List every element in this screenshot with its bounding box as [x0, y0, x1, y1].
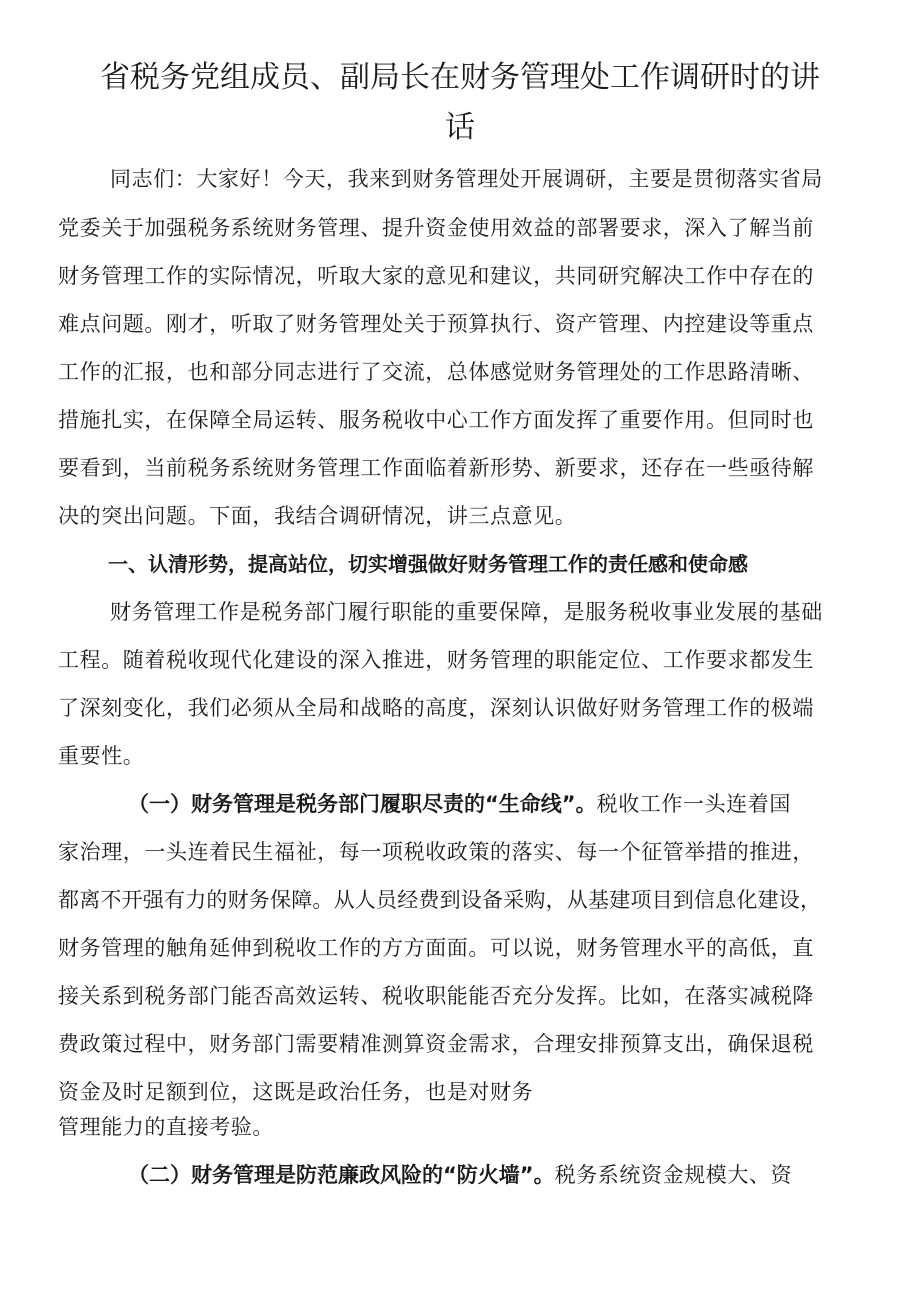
subpoint-2-heading: （二）财务管理是防范廉政风险的“防火墙”。 — [128, 1163, 555, 1187]
subpoint-2-text: 税务系统资金规模大、资 — [554, 1163, 793, 1187]
subpoint-1-line: 家治理，一头连着民生福祉，每一项税收政策的落实、每一个征管举措的推进， — [58, 840, 814, 864]
subpoint-1-line: 都离不开强有力的财务保障。从人员经费到设备采购，从基建项目到信息化建设， — [58, 888, 822, 912]
document-title-line-1: 省税务党组成员、副局长在财务管理处工作调研时的讲 — [100, 60, 820, 95]
section1-line: 工程。随着税收现代化建设的深入推进，财务管理的职能定位、工作要求都发生 — [58, 648, 814, 672]
subpoint-1-line: 接关系到税务部门能否高效运转、税收职能能否充分发挥。比如，在落实减税降 — [58, 984, 814, 1008]
intro-line: 难点问题。刚才，听取了财务管理处关于预算执行、资产管理、内控建设等重点 — [58, 312, 814, 336]
section1-line: 重要性。 — [58, 744, 145, 768]
document-title-line-2: 话 — [445, 110, 475, 145]
section1-line: 了深刻变化，我们必须从全局和战略的高度，深刻认识做好财务管理工作的极端 — [58, 696, 814, 720]
intro-line: 措施扎实，在保障全局运转、服务税收中心工作方面发挥了重要作用。但同时也 — [58, 408, 814, 432]
intro-line: 财务管理工作的实际情况，听取大家的意见和建议，共同研究解决工作中存在的 — [58, 264, 814, 288]
intro-line: 党委关于加强税务系统财务管理、提升资金使用效益的部署要求，深入了解当前 — [58, 216, 814, 240]
subpoint-1-first-line — [128, 789, 791, 819]
intro-line: 同志们：大家好！今天，我来到财务管理处开展调研，主要是贯彻落实省局 — [110, 167, 823, 191]
subpoint-1-line: 费政策过程中，财务部门需要精准测算资金需求，合理安排预算支出，确保退税 — [58, 1032, 814, 1056]
intro-line: 要看到，当前税务系统财务管理工作面临着新形势、新要求，还存在一些亟待解 — [58, 456, 814, 480]
section-heading-1: 一、认清形势，提高站位，切实增强做好财务管理工作的责任感和使命感 — [108, 552, 748, 576]
subpoint-1-line: 管理能力的直接考验。 — [58, 1115, 274, 1139]
subpoint-1-line: 资金及时足额到位，这既是政治任务，也是对财务 — [58, 1080, 534, 1104]
subpoint-1-text: 税收工作一头连着国 — [596, 792, 792, 816]
subpoint-1-line: 财务管理的触角延伸到税收工作的方方面面。可以说，财务管理水平的高低，直 — [58, 936, 814, 960]
intro-line: 决的突出问题。下面，我结合调研情况，讲三点意见。 — [58, 504, 577, 528]
section1-line: 财务管理工作是税务部门履行职能的重要保障，是服务税收事业发展的基础 — [110, 600, 823, 624]
subpoint-2-first-line — [128, 1160, 792, 1190]
subpoint-1-heading: （一）财务管理是税务部门履职尽责的“生命线”。 — [128, 792, 597, 816]
intro-line: 工作的汇报，也和部分同志进行了交流，总体感觉财务管理处的工作思路清晰、 — [58, 360, 814, 384]
